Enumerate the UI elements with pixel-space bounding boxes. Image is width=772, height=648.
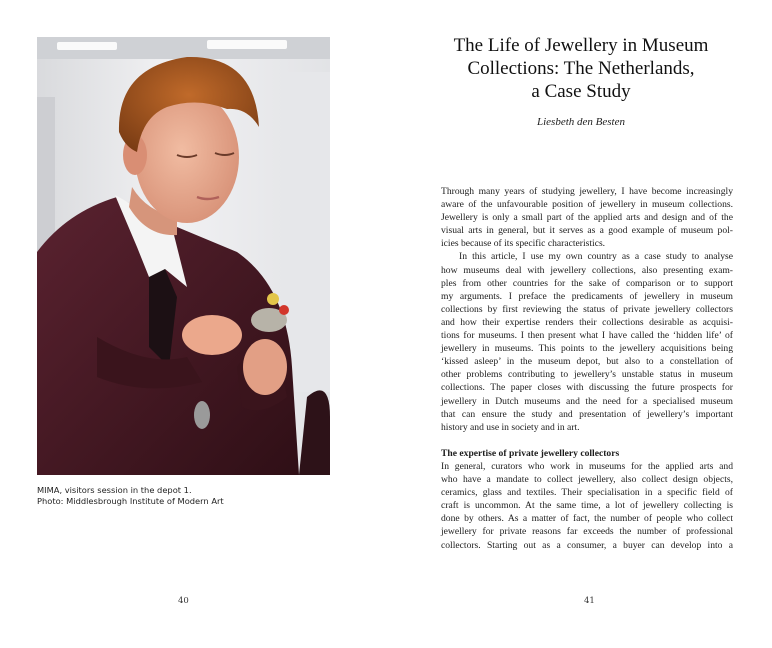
body-line: In this article, I use my own country as a case study to analyse	[459, 251, 733, 263]
body-line: jewellery in Dutch museums and the need for a specialised museum	[441, 395, 733, 407]
photo-illustration	[37, 37, 330, 475]
body-line: craft is uncommon. At the same time, a lot of jewellery collecting is	[441, 500, 733, 512]
body-line: Jewellery is only a small part of the applied arts and design and of the	[441, 212, 733, 224]
title-line: The Life of Jewellery in Museum	[453, 35, 709, 56]
article-body	[441, 185, 733, 552]
body-line: other problems contributing to jewellery’s unstable status in museum	[441, 369, 733, 381]
section-heading: The expertise of private jewellery collectors	[441, 447, 620, 459]
body-line: ‘kissed asleep’ in the museum depot, but also to a constellation of	[441, 356, 733, 368]
body-line: and how their expertise renders their collections desirable as acquisi-	[441, 316, 733, 328]
body-line: icies because of its specific characteristics.	[441, 238, 606, 250]
title-line: a Case Study	[531, 81, 631, 102]
article-author: Liesbeth den Besten	[537, 116, 625, 128]
body-line: done by others. As a matter of fact, the number of people who collect	[441, 513, 733, 525]
right-page	[386, 0, 772, 648]
caption-line: MIMA, visitors session in the depot 1.	[37, 485, 192, 495]
body-line: ples from other countries for the sake of comparison or to support	[441, 277, 733, 289]
body-line: aware of the unfavourable position of jewellery in museum collections.	[441, 199, 733, 211]
body-line: ceramics, glass and textiles. Their specialisation in a specific field of	[441, 487, 733, 499]
body-line: jewellery for private reasons far exceeds the number of professional	[441, 526, 733, 538]
body-line: that can ensure the study and presentation of jewellery’s important	[441, 408, 733, 420]
body-line: history and use in society and in art.	[441, 421, 580, 433]
article-title	[426, 34, 736, 103]
body-line: jewellery in museums. This points to the jewellery acquisitions being	[441, 343, 733, 355]
body-line: tions for museums. I then present what I have called the ‘hidden life’ of	[441, 330, 733, 342]
body-line: my arguments. I preface the predicaments of jewellery in museum	[441, 290, 733, 302]
body-line: visual arts in general, but it serves as a good example of museum pol-	[441, 225, 733, 237]
page-number-right: 41	[584, 596, 595, 606]
body-line: how museums deal with jewellery collections, also presenting exam-	[441, 264, 733, 276]
photo-boy-examining-jewellery	[37, 37, 330, 475]
body-line: Through many years of studying jewellery, I have become increasingly	[441, 186, 733, 197]
body-line: who have a mandate to collect jewellery, also collect design objects,	[441, 474, 733, 486]
photo-caption	[37, 485, 337, 507]
paragraph-gap	[441, 434, 733, 447]
page-number-left: 40	[178, 596, 189, 606]
body-line: collectors. Starting out as a consumer, a buyer can develop into a	[441, 539, 733, 551]
body-line: In general, curators who work in museums for the applied arts and	[441, 460, 733, 472]
title-line: Collections: The Netherlands,	[467, 58, 695, 79]
body-line: collections by first reviewing the status of private jewellery collectors	[441, 303, 733, 315]
caption-line: Photo: Middlesbrough Institute of Modern Art	[37, 496, 224, 506]
body-line: collections. The paper closes with discussing the future prospects for	[441, 382, 733, 394]
